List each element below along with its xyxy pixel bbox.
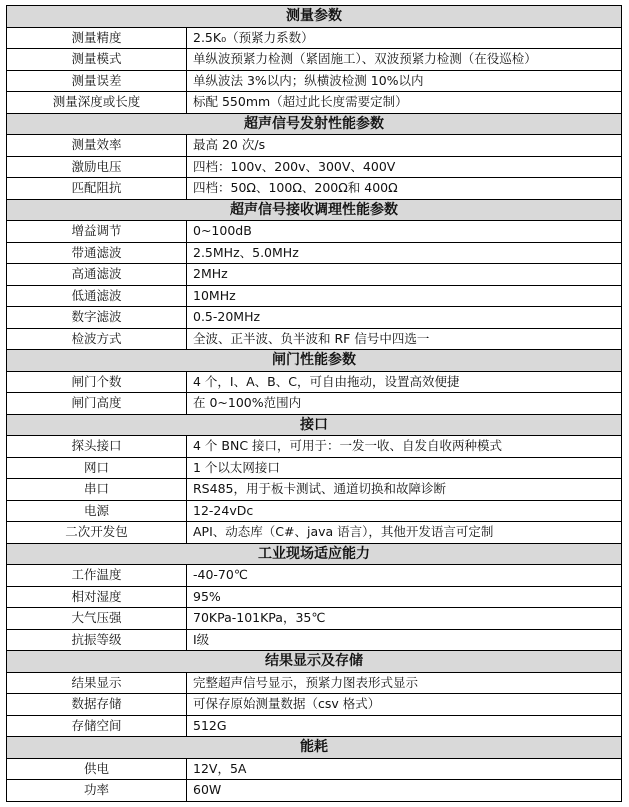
section-title: 测量参数 [7,6,622,28]
table-row [7,92,622,114]
param-label: 电源 [7,500,187,522]
param-value: -40-70℃ [187,565,622,587]
section-title: 能耗 [7,737,622,759]
param-value: 512G [187,715,622,737]
param-label: 测量误差 [7,70,187,92]
param-label: 相对湿度 [7,586,187,608]
table-row [7,522,622,544]
param-label: 闸门个数 [7,371,187,393]
table-row [7,758,622,780]
section-title: 超声信号接收调理性能参数 [7,199,622,221]
table-row [7,135,622,157]
param-value: 60W [187,780,622,802]
table-row [7,780,622,802]
param-label: 串口 [7,479,187,501]
param-value: 10MHz [187,285,622,307]
param-value: 四档：100v、200v、300V、400V [187,156,622,178]
table-row [7,672,622,694]
table-row [7,565,622,587]
param-label: 带通滤波 [7,242,187,264]
table-row [7,608,622,630]
section-title: 结果显示及存储 [7,651,622,673]
param-label: 抗振等级 [7,629,187,651]
table-row [7,586,622,608]
param-value: 单纵波预紧力检测（紧固施工）、双波预紧力检测（在役巡检） [187,49,622,71]
param-label: 测量精度 [7,27,187,49]
param-label: 网口 [7,457,187,479]
table-row [7,285,622,307]
param-label: 激励电压 [7,156,187,178]
table-row [7,27,622,49]
param-value: 完整超声信号显示，预紧力图表形式显示 [187,672,622,694]
table-row [7,221,622,243]
param-label: 测量效率 [7,135,187,157]
param-label: 闸门高度 [7,393,187,415]
param-value: RS485，用于板卡测试、通道切换和故障诊断 [187,479,622,501]
param-label: 测量深度或长度 [7,92,187,114]
param-value: 2.5MHz、5.0MHz [187,242,622,264]
section-header-row [7,651,622,673]
param-value: 标配 550mm（超过此长度需要定制） [187,92,622,114]
param-value: 在 0~100%范围内 [187,393,622,415]
table-row [7,393,622,415]
table-row [7,264,622,286]
param-value: Ⅰ级 [187,629,622,651]
spec-table [6,5,622,802]
param-value: 70KPa-101KPa，35℃ [187,608,622,630]
section-title: 接口 [7,414,622,436]
table-row [7,629,622,651]
param-value: 单纵波法 3%以内；纵横波检测 10%以内 [187,70,622,92]
param-label: 测量模式 [7,49,187,71]
param-value: 4 个 BNC 接口，可用于：一发一收、自发自收两种模式 [187,436,622,458]
param-value: API、动态库（C#、java 语言），其他开发语言可定制 [187,522,622,544]
table-row [7,436,622,458]
section-header-row [7,199,622,221]
param-value: 95% [187,586,622,608]
param-label: 数据存储 [7,694,187,716]
param-label: 存储空间 [7,715,187,737]
param-label: 供电 [7,758,187,780]
param-value: 4 个，I、A、B、C，可自由拖动，设置高效便捷 [187,371,622,393]
param-value: 全波、正半波、负半波和 RF 信号中四选一 [187,328,622,350]
table-row [7,694,622,716]
table-row [7,242,622,264]
table-row [7,49,622,71]
param-value: 12V，5A [187,758,622,780]
param-label: 结果显示 [7,672,187,694]
table-row [7,457,622,479]
param-label: 二次开发包 [7,522,187,544]
table-row [7,328,622,350]
param-value: 0~100dB [187,221,622,243]
table-row [7,70,622,92]
param-label: 功率 [7,780,187,802]
param-value: 可保存原始测量数据（csv 格式） [187,694,622,716]
section-header-row [7,113,622,135]
param-value: 1 个以太网接口 [187,457,622,479]
spec-table-body [7,6,622,802]
param-label: 高通滤波 [7,264,187,286]
param-value: 四档：50Ω、100Ω、200Ω和 400Ω [187,178,622,200]
param-value: 0.5-20MHz [187,307,622,329]
section-title: 工业现场适应能力 [7,543,622,565]
table-row [7,500,622,522]
table-row [7,715,622,737]
param-value: 12-24vDc [187,500,622,522]
section-header-row [7,543,622,565]
section-title: 闸门性能参数 [7,350,622,372]
section-header-row [7,350,622,372]
table-row [7,307,622,329]
param-label: 工作温度 [7,565,187,587]
param-value: 最高 20 次/s [187,135,622,157]
table-row [7,156,622,178]
param-label: 匹配阻抗 [7,178,187,200]
param-label: 检波方式 [7,328,187,350]
table-row [7,178,622,200]
param-label: 大气压强 [7,608,187,630]
section-header-row [7,6,622,28]
table-row [7,479,622,501]
section-header-row [7,737,622,759]
param-label: 数字滤波 [7,307,187,329]
param-label: 增益调节 [7,221,187,243]
section-header-row [7,414,622,436]
param-label: 低通滤波 [7,285,187,307]
table-row [7,371,622,393]
section-title: 超声信号发射性能参数 [7,113,622,135]
param-value: 2MHz [187,264,622,286]
param-label: 探头接口 [7,436,187,458]
param-value: 2.5K₀（预紧力系数） [187,27,622,49]
